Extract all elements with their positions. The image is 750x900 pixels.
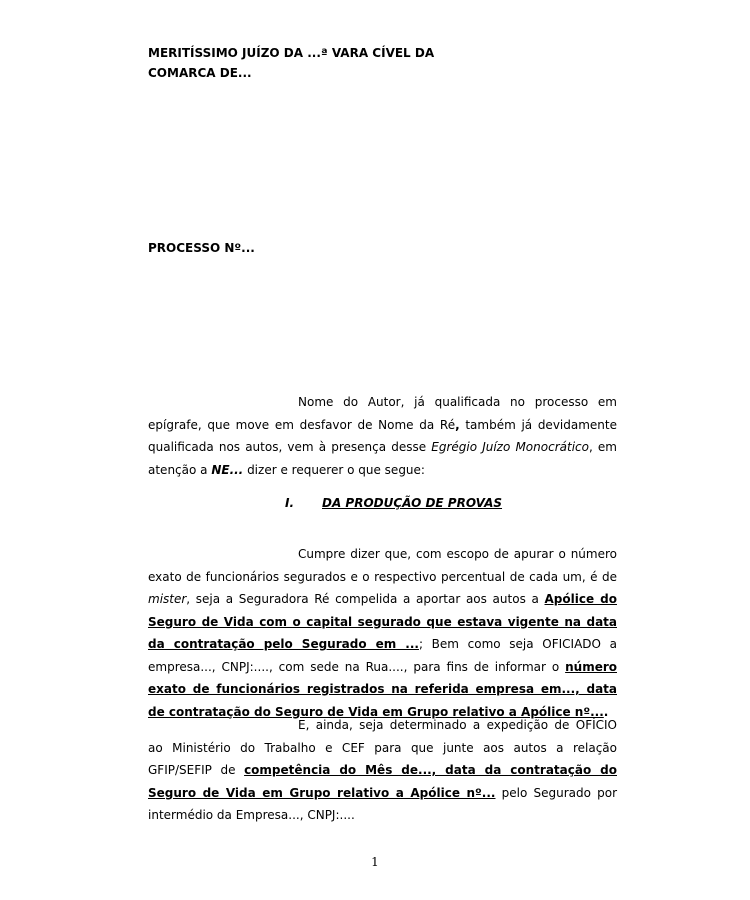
oficio-text-1: E, ainda, seja determinado a expedição de OFÍCIO ao Ministério do Trabalho e CEF para que junte aos autos a relação GFIP/SEFIP de (148, 718, 617, 777)
evidence-period: . (603, 704, 609, 719)
evidence-text-1: Cumpre dizer que, com escopo de apurar o número exato de funcionários segurados e o respectivo percentual de cada um, é de (148, 547, 617, 584)
evidence-employee-count-request: número exato de funcionários registrados na referida empresa em..., data de contratação do Seguro de Vida em Grupo relativo a Apólice nº... (148, 659, 617, 719)
section-title: DA PRODUÇÃO DE PROVAS (322, 496, 503, 510)
intro-paragraph (148, 391, 617, 481)
court-header-line-2: COMARCA DE... (148, 66, 252, 80)
court-header-line-1: MERITÍSSIMO JUÍZO DA ...ª VARA CÍVEL DA (148, 46, 435, 60)
process-number: PROCESSO Nº... (148, 241, 255, 255)
oficio-paragraph (148, 714, 617, 827)
intro-court-name: Egrégio Juízo Monocrático (431, 440, 589, 454)
evidence-mister: mister (148, 592, 187, 606)
intro-comma: , (455, 417, 460, 432)
intro-text-4: dizer e requerer o que segue: (243, 462, 425, 477)
oficio-competence-request: competência do Mês de..., data da contratação do Seguro de Vida em Grupo relativo a Apólice nº... (148, 763, 617, 800)
court-header (148, 43, 468, 83)
page-number: 1 (371, 855, 379, 869)
intro-text-3: , em atenção a (148, 440, 617, 477)
evidence-paragraph (148, 543, 617, 723)
intro-ne-ref: NE... (211, 462, 244, 477)
evidence-text-3: ; Bem como seja OFICIADO a empresa..., CNPJ:...., com sede na Rua...., para fins de informar o (148, 637, 618, 674)
evidence-policy-request: Apólice do Seguro de Vida com o capital segurado que estava vigente na data da contratação pelo Segurado em ... (148, 592, 617, 651)
intro-text-2: também já devidamente qualificada nos autos, vem à presença desse (148, 417, 617, 454)
section-number: I. (285, 496, 295, 510)
oficio-text-2: pelo Segurado por intermédio da Empresa..., CNPJ:.... (148, 785, 618, 822)
intro-text-1: Nome do Autor, já qualificada no processo em epígrafe, que move em desfavor de Nome da Ré (148, 395, 617, 432)
evidence-text-2: , seja a Seguradora Ré compelida a aportar aos autos a (186, 592, 545, 606)
